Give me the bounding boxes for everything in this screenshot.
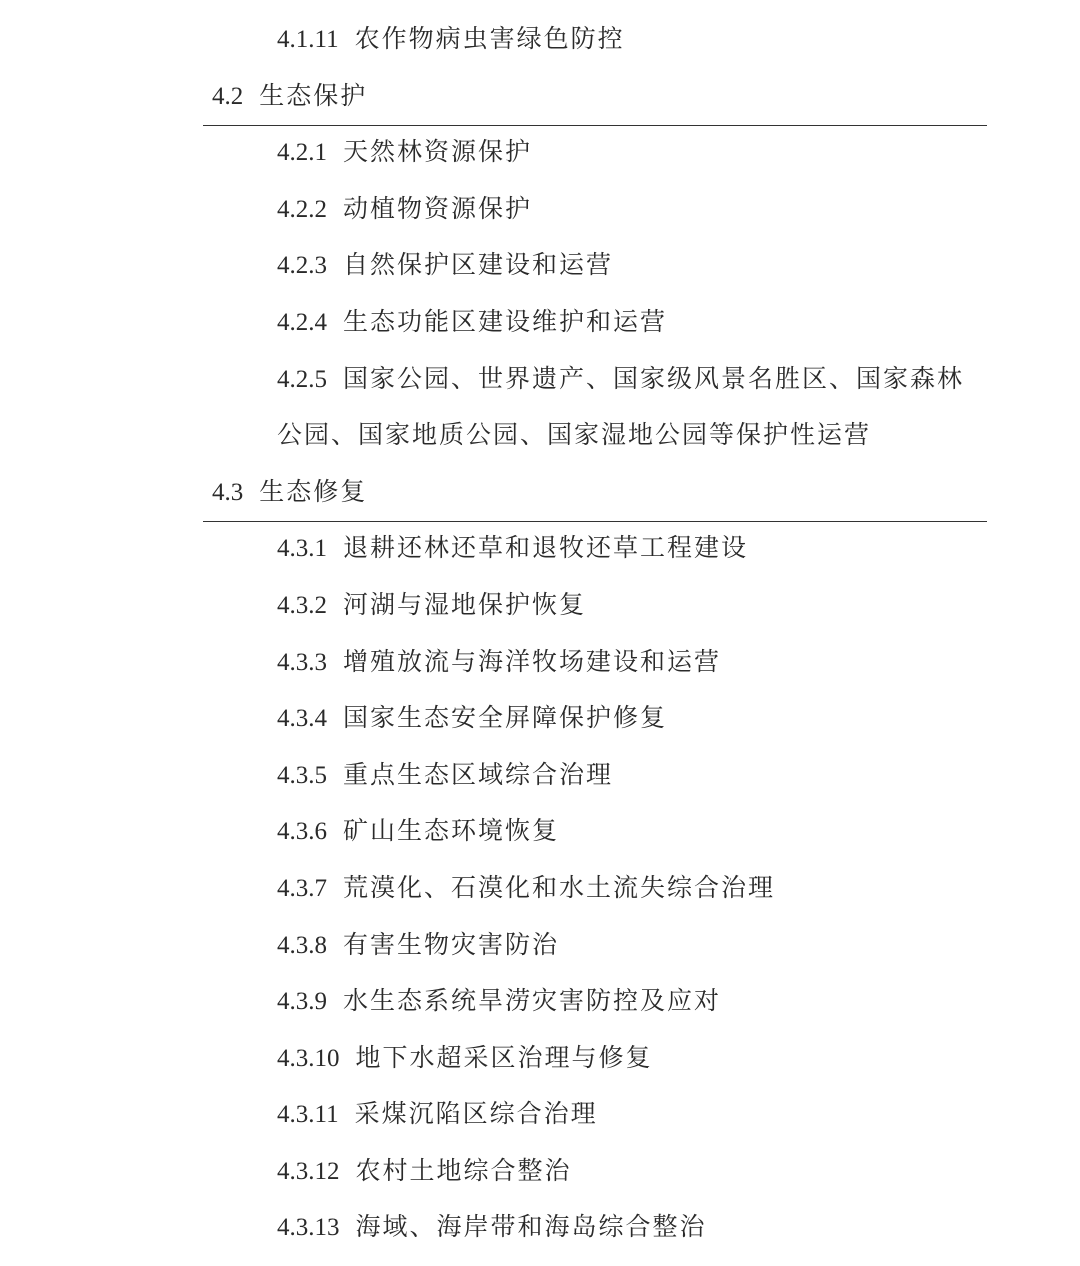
item-text: 生态功能区建设维护和运营 — [343, 308, 668, 336]
item-text: 农作物病虫害绿色防控 — [354, 26, 625, 53]
item-number: 4.3.1 — [277, 535, 327, 563]
item-text: 天然林资源保护 — [343, 139, 533, 167]
item-number: 4.3.12 — [277, 1157, 340, 1185]
list-item — [0, 1031, 1080, 1088]
item-text: 重点生态区域综合治理 — [343, 761, 614, 789]
list-item — [0, 125, 1080, 182]
list-item — [0, 12, 1080, 69]
list-item — [0, 691, 1080, 748]
item-number: 4.3.8 — [277, 931, 327, 959]
item-text: 增殖放流与海洋牧场建设和运营 — [343, 648, 722, 676]
item-number: 4.3.5 — [277, 761, 327, 789]
list-item — [0, 804, 1080, 861]
item-text: 生态保护 — [259, 82, 368, 110]
item-text: 河湖与湿地保护恢复 — [343, 591, 587, 619]
item-number: 4.2 — [212, 82, 244, 110]
list-item — [0, 182, 1080, 239]
item-number: 4.3.10 — [277, 1044, 340, 1072]
list-item — [0, 352, 977, 465]
item-number: 4.2.5 — [277, 365, 327, 393]
item-number: 4.3.3 — [277, 648, 327, 676]
document-body — [0, 12, 1080, 1257]
list-item — [0, 578, 1080, 635]
list-item — [0, 861, 1080, 918]
item-number: 4.2.1 — [277, 139, 327, 167]
item-number: 4.3.2 — [277, 591, 327, 619]
item-number: 4.3.9 — [277, 988, 327, 1016]
item-number: 4.3.13 — [277, 1214, 340, 1242]
item-text: 水生态系统旱涝灾害防控及应对 — [343, 988, 722, 1016]
item-text: 农村土地综合整治 — [355, 1157, 572, 1185]
item-text: 自然保护区建设和运营 — [343, 252, 614, 280]
item-text: 国家公园、世界遗产、国家级风景名胜区、国家森林公园、国家地质公园、国家湿地公园等保护性运营 — [277, 365, 965, 450]
item-number: 4.2.4 — [277, 308, 327, 336]
item-number: 4.3.6 — [277, 818, 327, 846]
item-text: 荒漠化、石漠化和水土流失综合治理 — [343, 874, 776, 902]
item-text: 海域、海岸带和海岛综合整治 — [355, 1214, 707, 1242]
item-number: 4.1.11 — [277, 26, 339, 53]
item-text: 矿山生态环境恢复 — [343, 818, 560, 846]
list-item — [0, 521, 1080, 578]
item-text: 生态修复 — [259, 478, 368, 506]
list-item — [0, 238, 1080, 295]
item-text: 地下水超采区治理与修复 — [355, 1044, 653, 1072]
list-item — [0, 918, 1080, 975]
item-number: 4.3.11 — [277, 1101, 339, 1129]
item-text: 采煤沉陷区综合治理 — [354, 1101, 598, 1129]
list-item — [0, 748, 1080, 805]
item-number: 4.2.3 — [277, 252, 327, 280]
list-item — [0, 1144, 1080, 1201]
item-text: 国家生态安全屏障保护修复 — [343, 705, 668, 733]
item-number: 4.3 — [212, 478, 244, 506]
item-number: 4.3.7 — [277, 874, 327, 902]
item-text: 动植物资源保护 — [343, 195, 533, 223]
list-item — [0, 1200, 1080, 1257]
item-text: 退耕还林还草和退牧还草工程建设 — [343, 535, 749, 563]
list-item — [0, 295, 1080, 352]
list-item — [0, 974, 1080, 1031]
item-number: 4.2.2 — [277, 195, 327, 223]
list-item — [0, 1087, 1080, 1144]
section-heading — [0, 69, 1080, 126]
list-item — [0, 635, 1080, 692]
item-text: 有害生物灾害防治 — [343, 931, 560, 959]
item-number: 4.3.4 — [277, 705, 327, 733]
section-heading — [0, 465, 1080, 522]
